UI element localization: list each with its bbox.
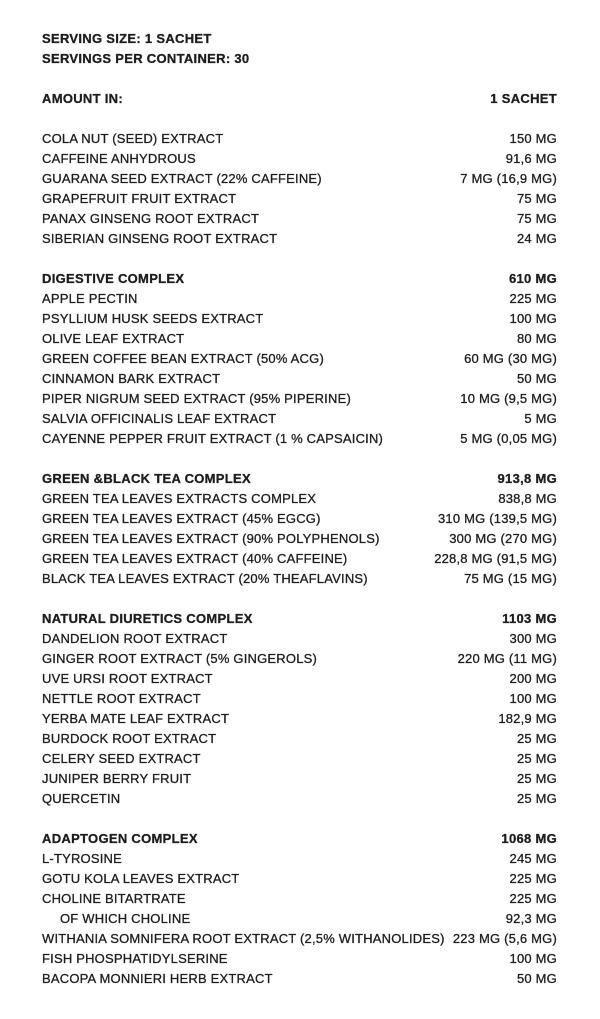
ingredient-name: CINNAMON BARK EXTRACT (42, 371, 221, 386)
section-amount: 913,8 MG (497, 471, 557, 486)
ingredient-row (42, 409, 557, 429)
ingredient-row (42, 329, 557, 349)
ingredient-name: GREEN TEA LEAVES EXTRACTS COMPLEX (42, 491, 317, 506)
ingredient-name: WITHANIA SOMNIFERA ROOT EXTRACT (2,5% WITHANOLIDES) (42, 931, 445, 946)
ingredient-amount: 7 MG (16,9 MG) (460, 171, 557, 186)
section-name: ADAPTOGEN COMPLEX (42, 831, 198, 846)
ingredient-name: CAFFEINE ANHYDROUS (42, 151, 196, 166)
ingredient-row (42, 769, 557, 789)
section-name: GREEN &BLACK TEA COMPLEX (42, 471, 251, 486)
ingredient-section (42, 269, 557, 449)
ingredient-name: L-TYROSINE (42, 851, 123, 866)
ingredient-sections (42, 129, 557, 989)
ingredient-amount: 225 MG (509, 891, 557, 906)
ingredient-amount: 91,6 MG (505, 151, 557, 166)
ingredient-section (42, 129, 557, 249)
amount-in-label: AMOUNT IN: (42, 91, 123, 106)
ingredient-name: OF WHICH CHOLINE (60, 911, 191, 926)
ingredient-section (42, 609, 557, 809)
ingredient-row (42, 509, 557, 529)
ingredient-name: GREEN TEA LEAVES EXTRACT (40% CAFFEINE) (42, 551, 348, 566)
ingredient-amount: 228,8 MG (91,5 MG) (434, 551, 557, 566)
section-header-row (42, 829, 557, 849)
section-amount: 1068 MG (501, 831, 557, 846)
ingredient-name: GREEN TEA LEAVES EXTRACT (90% POLYPHENOLS) (42, 531, 380, 546)
ingredient-amount: 25 MG (516, 751, 557, 766)
ingredient-amount: 10 MG (9,5 MG) (460, 391, 557, 406)
ingredient-row (42, 729, 557, 749)
ingredient-name: PIPER NIGRUM SEED EXTRACT (95% PIPERINE) (42, 391, 351, 406)
ingredient-row (42, 889, 557, 909)
ingredient-section (42, 469, 557, 589)
ingredient-name: GINGER ROOT EXTRACT (5% GINGEROLS) (42, 651, 318, 666)
ingredient-name: QUERCETIN (42, 791, 121, 806)
serving-size-line: SERVING SIZE: 1 SACHET (42, 31, 212, 46)
ingredient-amount: 300 MG (270 MG) (449, 531, 557, 546)
amount-header-row (42, 89, 557, 109)
ingredient-name: GREEN COFFEE BEAN EXTRACT (50% ACG) (42, 351, 324, 366)
ingredient-row (42, 429, 557, 449)
ingredient-amount: 182,9 MG (498, 711, 557, 726)
ingredient-name: CHOLINE BITARTRATE (42, 891, 186, 906)
ingredient-amount: 838,8 MG (498, 491, 557, 506)
section-name: DIGESTIVE COMPLEX (42, 271, 185, 286)
ingredient-amount: 150 MG (509, 131, 557, 146)
ingredient-name: NETTLE ROOT EXTRACT (42, 691, 201, 706)
ingredient-amount: 225 MG (509, 291, 557, 306)
amount-in-value: 1 SACHET (490, 91, 557, 106)
ingredient-amount: 245 MG (509, 851, 557, 866)
ingredient-row (42, 709, 557, 729)
ingredient-amount: 25 MG (516, 771, 557, 786)
ingredient-amount: 75 MG (516, 211, 557, 226)
section-amount: 1103 MG (502, 611, 557, 626)
ingredient-row (42, 309, 557, 329)
ingredient-amount: 200 MG (509, 671, 557, 686)
servings-per-container-line: SERVINGS PER CONTAINER: 30 (42, 51, 250, 66)
ingredient-row (42, 869, 557, 889)
ingredient-name: SIBERIAN GINSENG ROOT EXTRACT (42, 231, 278, 246)
ingredient-name: YERBA MATE LEAF EXTRACT (42, 711, 230, 726)
ingredient-row (42, 189, 557, 209)
ingredient-amount: 300 MG (509, 631, 557, 646)
ingredient-amount: 50 MG (516, 971, 557, 986)
ingredient-amount: 5 MG (0,05 MG) (460, 431, 557, 446)
ingredient-name: GRAPEFRUIT FRUIT EXTRACT (42, 191, 237, 206)
ingredient-row (42, 289, 557, 309)
ingredient-amount: 100 MG (509, 691, 557, 706)
section-header-row (42, 269, 557, 289)
ingredient-name: PSYLLIUM HUSK SEEDS EXTRACT (42, 311, 264, 326)
ingredient-amount: 25 MG (516, 791, 557, 806)
ingredient-name: CELERY SEED EXTRACT (42, 751, 201, 766)
ingredient-row (42, 369, 557, 389)
ingredient-row (42, 929, 557, 949)
ingredient-row (42, 149, 557, 169)
ingredient-row (42, 389, 557, 409)
ingredient-amount: 80 MG (516, 331, 557, 346)
ingredient-row (42, 749, 557, 769)
ingredient-name: BACOPA MONNIERI HERB EXTRACT (42, 971, 273, 986)
ingredient-row (42, 229, 557, 249)
ingredient-amount: 223 MG (5,6 MG) (452, 931, 557, 946)
ingredient-row (42, 209, 557, 229)
ingredient-amount: 60 MG (30 MG) (464, 351, 557, 366)
ingredient-row (42, 549, 557, 569)
ingredient-amount: 310 MG (139,5 MG) (438, 511, 557, 526)
ingredient-name: COLA NUT (SEED) EXTRACT (42, 131, 224, 146)
ingredient-name: SALVIA OFFICINALIS LEAF EXTRACT (42, 411, 277, 426)
ingredient-row (42, 529, 557, 549)
ingredient-row (42, 169, 557, 189)
section-name: NATURAL DIURETICS COMPLEX (42, 611, 253, 626)
ingredient-row (42, 689, 557, 709)
ingredient-row (42, 629, 557, 649)
ingredient-name: FISH PHOSPHATIDYLSERINE (42, 951, 228, 966)
ingredient-row (42, 969, 557, 989)
ingredient-name: DANDELION ROOT EXTRACT (42, 631, 228, 646)
section-header-row (42, 609, 557, 629)
ingredient-amount: 50 MG (516, 371, 557, 386)
ingredient-amount: 100 MG (509, 951, 557, 966)
ingredient-amount: 25 MG (516, 731, 557, 746)
ingredient-amount: 220 MG (11 MG) (457, 651, 557, 666)
ingredient-row (42, 569, 557, 589)
ingredient-amount: 5 MG (524, 411, 557, 426)
ingredient-name: PANAX GINSENG ROOT EXTRACT (42, 211, 260, 226)
section-header-row (42, 469, 557, 489)
ingredient-amount: 92,3 MG (505, 911, 557, 926)
ingredient-name: GOTU KOLA LEAVES EXTRACT (42, 871, 240, 886)
ingredient-amount: 75 MG (15 MG) (464, 571, 557, 586)
ingredient-amount: 24 MG (516, 231, 557, 246)
section-amount: 610 MG (508, 271, 557, 286)
ingredient-name: GUARANA SEED EXTRACT (22% CAFFEINE) (42, 171, 322, 186)
ingredient-amount: 75 MG (516, 191, 557, 206)
ingredient-name: APPLE PECTIN (42, 291, 138, 306)
ingredient-name: BLACK TEA LEAVES EXTRACT (20% THEAFLAVINS) (42, 571, 368, 586)
ingredient-name: BURDOCK ROOT EXTRACT (42, 731, 217, 746)
ingredient-name: OLIVE LEAF EXTRACT (42, 331, 185, 346)
ingredient-row (42, 789, 557, 809)
ingredient-row (42, 949, 557, 969)
ingredient-section (42, 829, 557, 989)
ingredient-row (42, 349, 557, 369)
ingredient-row (42, 649, 557, 669)
ingredient-name: UVE URSI ROOT EXTRACT (42, 671, 213, 686)
ingredient-row (42, 489, 557, 509)
ingredient-amount: 100 MG (509, 311, 557, 326)
ingredient-name: GREEN TEA LEAVES EXTRACT (45% EGCG) (42, 511, 321, 526)
ingredient-name: CAYENNE PEPPER FRUIT EXTRACT (1 % CAPSAICIN) (42, 431, 384, 446)
ingredient-amount: 225 MG (509, 871, 557, 886)
ingredient-row (42, 909, 557, 929)
ingredient-row (42, 849, 557, 869)
ingredient-row (42, 129, 557, 149)
ingredient-name: JUNIPER BERRY FRUIT (42, 771, 192, 786)
ingredient-row (42, 669, 557, 689)
